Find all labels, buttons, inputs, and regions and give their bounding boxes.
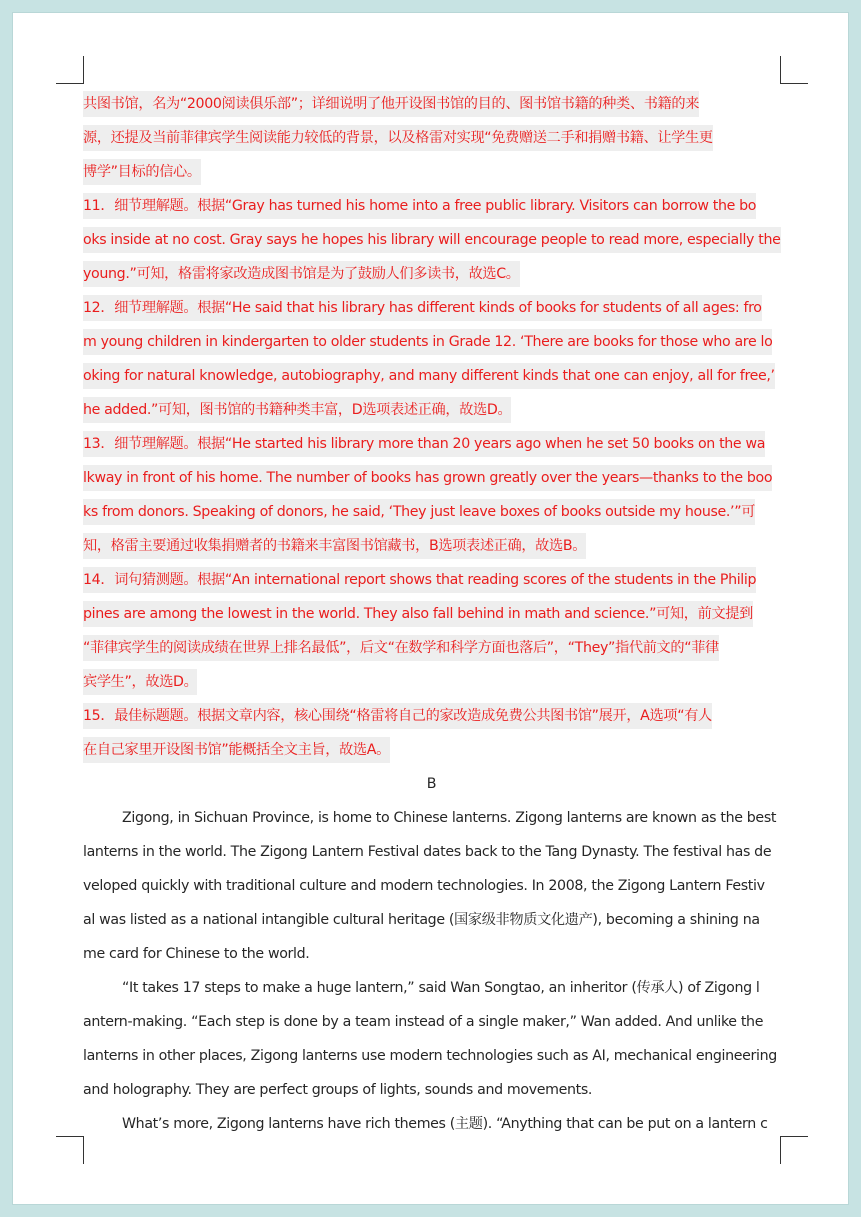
passage-line: lanterns in other places, Zigong lanterns use modern technologies such as AI, mechanical engineering [83,1048,777,1064]
answer-line: 13．细节理解题。根据“He started his library more than 20 years ago when he set 50 books on the wa [83,427,780,461]
answer-line: “菲律宾学生的阅读成绩在世界上排名最低”，后文“在数学和科学方面也落后”，“They”指代前文的“菲律 [83,631,780,665]
passage-line: antern-making. “Each step is done by a team instead of a single maker,” Wan added. And unlike the [83,1014,764,1030]
reading-passage-b [83,767,780,1141]
passage-line: What’s more, Zigong lanterns have rich themes (主题). “Anything that can be put on a lantern c [122,1116,768,1132]
answer-line: pines are among the lowest in the world. They also fall behind in math and science.”可知，前文提到 [83,597,780,631]
answer-line: oks inside at no cost. Gray says he hopes his library will encourage people to read more, especially the [83,223,780,257]
answer-line: he added.”可知，图书馆的书籍种类丰富，D选项表述正确，故选D。 [83,393,780,427]
passage-line: al was listed as a national intangible cultural heritage (国家级非物质文化遗产), becoming a shining na [83,912,760,928]
answer-line: lkway in front of his home. The number of books has grown greatly over the years—thanks to the boo [83,461,780,495]
crop-mark-bottom-right [780,1136,808,1164]
crop-mark-top-right [780,56,808,84]
crop-mark-top-left [56,56,84,84]
passage-line: and holography. They are perfect groups of lights, sounds and movements. [83,1082,593,1098]
answer-line: 12．细节理解题。根据“He said that his library has different kinds of books for students of all ages: fro [83,291,780,325]
answer-line: 14．词句猜测题。根据“An international report shows that reading scores of the students in the Philip [83,563,780,597]
answer-line: 源，还提及当前菲律宾学生阅读能力较低的背景，以及格雷对实现“免费赠送二手和捐赠书籍、让学生更 [83,121,780,155]
answer-line: 15．最佳标题题。根据文章内容，核心围绕“格雷将自己的家改造成免费公共图书馆”展开，A选项“有人 [83,699,780,733]
answer-line: 在自己家里开设图书馆”能概括全文主旨，故选A。 [83,733,780,767]
passage-line: “It takes 17 steps to make a huge lantern,” said Wan Songtao, an inheritor (传承人) of Zigong l [122,980,760,996]
passage-line: Zigong, in Sichuan Province, is home to Chinese lanterns. Zigong lanterns are known as the best [122,810,777,826]
crop-mark-bottom-left [56,1136,84,1164]
answer-line: 11．细节理解题。根据“Gray has turned his home into a free public library. Visitors can borrow the bo [83,189,780,223]
answer-line: 共图书馆，名为“2000阅读俱乐部”；详细说明了他开设图书馆的目的、图书馆书籍的种类、书籍的来 [83,87,780,121]
passage-line: veloped quickly with traditional culture and modern technologies. In 2008, the Zigong Lantern Festiv [83,878,765,894]
answer-line: 知，格雷主要通过收集捐赠者的书籍来丰富图书馆藏书，B选项表述正确，故选B。 [83,529,780,563]
passage-line: lanterns in the world. The Zigong Lantern Festival dates back to the Tang Dynasty. The festival has de [83,844,772,860]
answer-line: 博学”目标的信心。 [83,155,780,189]
page-content [83,87,780,1141]
answer-line: young.”可知，格雷将家改造成图书馆是为了鼓励人们多读书，故选C。 [83,257,780,291]
answer-line: m young children in kindergarten to older students in Grade 12. ‘There are books for those who are lo [83,325,780,359]
section-label: B [426,776,437,792]
answer-line: oking for natural knowledge, autobiography, and many different kinds that one can enjoy, all for free,’ [83,359,780,393]
answer-line: ks from donors. Speaking of donors, he said, ‘They just leave boxes of books outside my house.’”可 [83,495,780,529]
answer-line: 宾学生”，故选D。 [83,665,780,699]
passage-line: me card for Chinese to the world. [83,946,310,962]
answer-explanations [83,87,780,767]
document-page [12,12,849,1205]
